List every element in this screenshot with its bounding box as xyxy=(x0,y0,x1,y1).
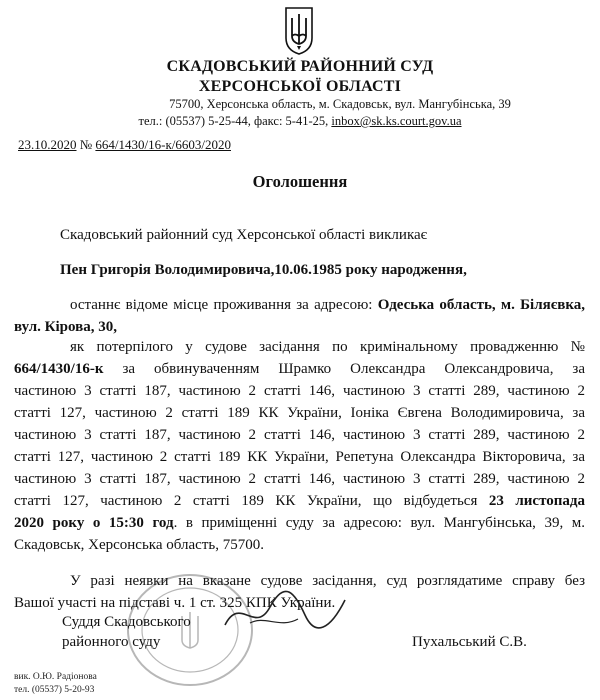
residence-city: Одеська область, м. Біляєвка, xyxy=(377,297,586,313)
case-line-8 xyxy=(14,490,585,512)
residence-street: вул. Кірова, 30, xyxy=(14,319,117,335)
court-phone-fax: тел.: (05537) 5-25-44, факс: 5-41-25, xyxy=(138,114,332,128)
court-contacts xyxy=(0,114,600,129)
residence-line-1 xyxy=(70,294,585,316)
reference-number: 664/1430/16-к/6603/2020 xyxy=(95,137,231,152)
case-line-4: статті 127, частиною 2 статті 189 КК України, Іоніка Євгена Володимировича, за xyxy=(14,405,585,421)
case-line-6: статті 127, частиною 2 статті 189 КК України, Репетуна Олександра Вікторовича, за xyxy=(14,449,585,465)
absence-notice-line-1: У разі неявки на вказане судове засідання, суд розглядатиме справу без xyxy=(70,573,585,589)
judge-name: Пухальський С.В. xyxy=(412,634,527,650)
reference-number-sign: № xyxy=(76,137,96,152)
case-line-3: частиною 3 статті 187, частиною 2 статті 146, частиною 3 статті 289, частиною 2 xyxy=(14,383,585,399)
court-name-line-1: СКАДОВСЬКИЙ РАЙОННИЙ СУД xyxy=(166,58,434,75)
executor-name: вик. О.Ю. Радіонова xyxy=(14,672,97,682)
hearing-date-day: 23 листопада xyxy=(488,493,585,509)
document-title: Оголошення xyxy=(252,172,348,191)
intro-text: Скадовський районний суд Херсонської області викликає xyxy=(60,227,428,243)
coat-of-arms-icon xyxy=(284,6,314,56)
case-line-9-text: в приміщенні суду за адресою: вул. Мангубінська, 39, м. xyxy=(185,515,586,531)
case-number: 664/1430/16-к xyxy=(14,361,104,377)
court-name-line-2: ХЕРСОНСЬКОЇ ОБЛАСТІ xyxy=(198,78,402,95)
hearing-date-period: . xyxy=(173,515,178,531)
case-line-7: частиною 3 статті 187, частиною 2 статті 146, частиною 3 статті 289, частиною 2 xyxy=(14,471,585,487)
judge-title-line-1: Суддя Скадовського xyxy=(62,614,191,630)
reference-date: 23.10.2020 xyxy=(18,137,77,152)
case-line-2 xyxy=(14,358,585,380)
document-reference xyxy=(18,137,231,153)
case-line-9 xyxy=(14,512,585,534)
judge-title-line-2: районного суду xyxy=(62,634,161,650)
residence-prefix: останнє відоме місце проживання за адресою: xyxy=(70,297,373,313)
absence-notice-line-2: Вашої участі на підставі ч. 1 ст. 325 КПК України. xyxy=(14,595,336,611)
court-email-link[interactable]: inbox@sk.ks.court.gov.ua xyxy=(331,114,462,128)
case-line-1: як потерпілого у судове засідання по кримінальному провадженню № xyxy=(70,339,585,355)
case-line-8-text: статті 127, частиною 2 статті 189 КК України, що відбудеться xyxy=(14,493,478,509)
handwritten-signature xyxy=(220,585,350,640)
case-line-10: Скадовськ, Херсонська область, 75700. xyxy=(14,537,264,553)
court-address: 75700, Херсонська область, м. Скадовськ, вул. Мангубінська, 39 xyxy=(169,97,511,111)
person-name-and-birthdate: Пен Григорія Володимировича,10.06.1985 року народження, xyxy=(60,262,467,278)
case-line-2-text: за обвинуваченням Шрамко Олександра Олександровича, за xyxy=(122,361,585,377)
executor-phone: тел. (05537) 5-20-93 xyxy=(14,685,95,695)
hearing-date-time: 2020 року о 15:30 год xyxy=(14,515,174,531)
case-line-5: частиною 3 статті 187, частиною 2 статті 146, частиною 3 статті 289, частиною 2 xyxy=(14,427,585,443)
